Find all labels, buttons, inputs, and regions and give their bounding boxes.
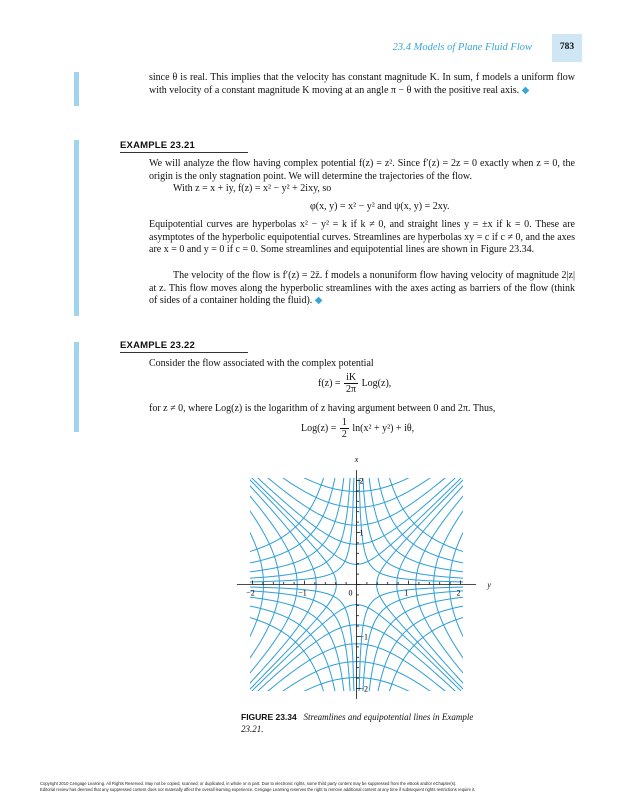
example-2322-rule [120,352,248,353]
eq1-numerator: iK [346,372,357,383]
equipotential-curve [416,455,499,710]
eq1-denominator: 2π [346,384,357,395]
streamline-curve [378,606,466,694]
streamline-curve [247,617,324,694]
equipotential-curve [220,455,297,710]
copyright-line-2: Editorial review has deemed that any suppressed content does not materially affect the overall learning experience. Cengage Learning reserves the right to remove additional content at any time if subsequent rights restrictions require it. [40,787,476,792]
example-2322-paragraph-1: Consider the flow associated with the complex potential [149,358,374,369]
horizontal-axis-label: y [487,580,491,590]
streamline-curve [247,475,344,572]
vertical-tick-label: −1 [359,632,369,642]
horizontal-tick-label: 2 [456,588,461,598]
intro-paragraph [149,72,575,97]
eq2-lhs: Log(z) = [301,422,337,434]
streamline-curve [378,475,466,563]
figure-label: FIGURE 23.34 [241,712,297,722]
horizontal-tick-label: 0 [348,588,353,598]
streamline-curve [247,597,344,694]
vertical-tick-label: −2 [359,684,369,694]
equipotential-curve [220,450,496,544]
end-of-example-icon: ◆ [314,295,323,306]
example-2322-equation-2 [301,417,414,440]
streamline-curve [369,475,466,572]
eq1-lhs: f(z) = [318,377,341,389]
end-of-example-icon: ◆ [521,84,530,96]
margin-bar-example-2322 [74,342,79,432]
eq2-fraction [340,417,349,440]
streamline-curve [389,617,466,694]
example-2322-paragraph-2: for z ≠ 0, where Log(z) is the logarithm of z having argument between 0 and 2π. Thus, [149,403,496,414]
streamline-curve [369,597,466,694]
example-2321-label: EXAMPLE 23.21 [120,140,195,151]
streamline-curve [247,475,350,578]
streamline-curve [359,587,466,694]
streamline-curve [363,588,466,694]
intro-text: since θ is real. This implies that the velocity has constant magnitude K. In sum, f models a uniform flow with velocity of a constant magnitude K moving at an angle π − θ with the positive real axis. [149,72,575,96]
eq2-rhs: ln(x² + y²) + iθ, [352,422,415,434]
horizontal-tick-label: −2 [246,588,255,598]
vertical-tick-label: 2 [359,476,364,486]
streamline-curve [247,475,354,582]
copyright-footer [40,781,600,793]
copyright-line-1: Copyright 2010 Cengage Learning. All Rights Reserved. May not be copied, scanned, or duplicated, in whole or in part. Due to electronic rights, some third party content may be suppressed from the eBook and/or eChapter(s). [40,781,457,786]
figure-caption-text: Streamlines and equipotential lines in Example 23.21. [241,712,474,734]
streamline-curve [389,475,466,552]
streamline-figure [220,450,500,710]
margin-bar-example-2321 [74,140,79,316]
streamline-curve [363,475,466,578]
vertical-tick-label: 1 [359,528,364,538]
example-2322-label: EXAMPLE 23.22 [120,340,195,351]
example-2321-equation: φ(x, y) = x² − y² and ψ(x, y) = 2xy. [310,201,450,212]
example-2321-paragraph-3: Equipotential curves are hyperbolas x² − y² = k if k ≠ 0, and straight lines y = ±x if k = 0. These are asymptotes of the hyperbolic equipotential curves. Streamlines are hyperbolas xy = c if c ≠ 0, and the axes are x = 0 and y = 0 if c = 0. Some streamlines and equipotential lines are shown in Figure 23.34. [149,219,575,255]
eq1-rhs: Log(z), [361,377,392,389]
horizontal-tick-label: 1 [404,588,409,598]
running-header: 23.4 Models of Plane Fluid Flow [392,42,532,53]
curve-group [220,450,500,710]
streamline-curve [247,475,335,563]
margin-bar-intro [74,72,79,106]
streamline-curve [247,606,335,694]
example-2321-paragraph-1: We will analyze the flow having complex potential f(z) = z². Since f′(z) = 2z = 0 exactly when z = 0, the origin is the only stagnation point. We will determine the trajectories of the flow. [149,158,575,182]
equipotential-curve [220,450,336,710]
figure-caption [241,711,491,735]
eq2-denominator: 2 [341,429,347,440]
example-2321-p4-text: The velocity of the flow is f′(z) = 2z̄. f models a nonuniform flow having velocity of magnitude 2|z| at z. This flow moves along the hyperbolic streamlines with the axes acting as barriers of the flow (think of sides of a container holding the fluid). [149,270,575,306]
vertical-axis-label: x [354,455,359,464]
streamline-curve [246,588,350,694]
example-2321-paragraph-2: With z = x + iy, f(z) = x² − y² + 2ixy, so [173,183,332,194]
horizontal-tick-label: −1 [298,588,307,598]
eq2-numerator: 1 [341,417,347,428]
streamline-curve [247,587,354,694]
example-2321-rule [120,152,248,153]
page-number: 783 [559,42,575,52]
example-2322-equation-1 [318,372,391,395]
eq1-fraction [344,372,358,395]
example-2321-paragraph-4 [149,270,575,308]
streamline-curve [359,475,466,582]
streamline-curve [247,475,324,552]
